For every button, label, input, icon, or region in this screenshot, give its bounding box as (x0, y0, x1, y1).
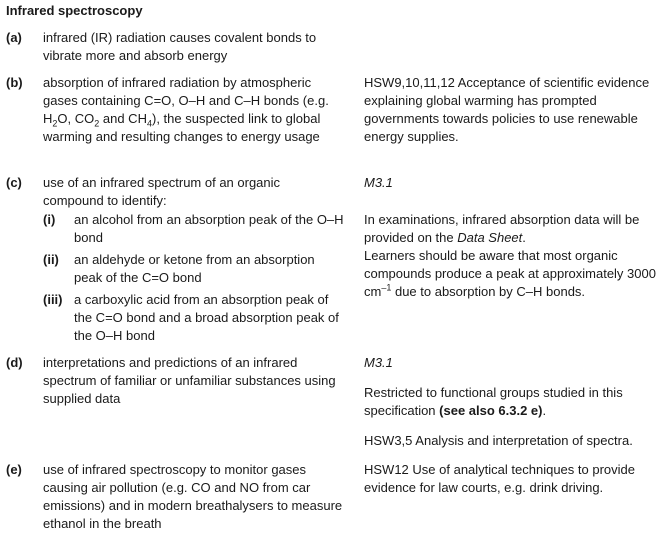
item-text: use of infrared spectroscopy to monitor gases causing air pollution (e.g. CO and NO from car emissions) and in modern breathalysers to measure ethanol in the breath (43, 462, 343, 531)
item-note: Restricted to functional groups studied in this specification (see also 6.3.2 e). (364, 385, 623, 418)
item-note: In examinations, infrared absorption data will be provided on the Data Sheet. Learners should be aware that most organic compounds produce a peak at approximately 3000 $cm^{-1}$ due to absorption by C–H bonds. (364, 212, 656, 299)
item-text: use of an infrared spectrum of an organic compound to identify: (43, 175, 281, 208)
item-letter: (e) (6, 462, 22, 477)
subitem-text: a carboxylic acid from an absorption peak of the C=O bond and a broad absorption peak of the O–H bond (74, 292, 339, 343)
item-text: interpretations and predictions of an infrared spectrum of familiar or unfamiliar substances using supplied data (43, 355, 336, 406)
item-letter: (a) (6, 30, 22, 45)
item-text: infrared (IR) radiation causes covalent bonds to vibrate more and absorb energy (43, 30, 317, 63)
item-letter: (d) (6, 355, 23, 370)
maths-skill-ref: M3.1 (364, 175, 393, 190)
item-letter: (c) (6, 175, 22, 190)
subitem-number: (i) (43, 212, 56, 227)
subitem-text: an alcohol from an absorption peak of the O–H bond (74, 212, 344, 245)
subitem-text: an aldehyde or ketone from an absorption peak of the C=O bond (74, 252, 315, 285)
maths-skill-ref: M3.1 (364, 355, 393, 370)
item-letter: (b) (6, 75, 23, 90)
item-note-hsw: HSW3,5 Analysis and interpretation of spectra. (364, 433, 633, 448)
item-note: HSW12 Use of analytical techniques to provide evidence for law courts, e.g. drink driving. (364, 462, 635, 495)
subitem-number: (ii) (43, 252, 59, 267)
section-title: Infrared spectroscopy (6, 3, 143, 18)
item-text: absorption of infrared radiation by atmospheric gases containing C=O, O–H and C–H bonds (e.g. $H_2O$, $CO_2$ and $CH_4$), the suspected link to global warming and resulting changes to energy usage (43, 75, 329, 144)
subitem-number: (iii) (43, 292, 63, 307)
item-note: HSW9,10,11,12 Acceptance of scientific evidence explaining global warming has prompted governments towards policies to use renewable energy supplies. (364, 75, 650, 144)
